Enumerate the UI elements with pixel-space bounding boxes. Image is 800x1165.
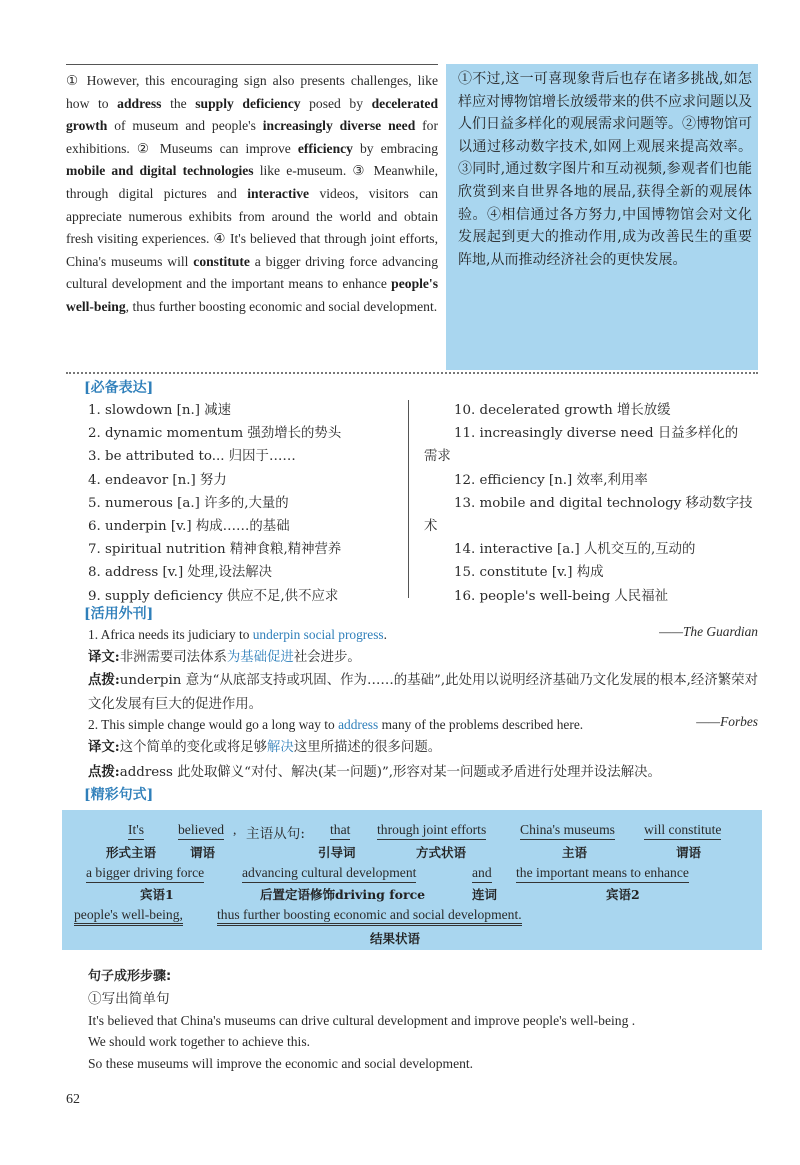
keyword-interactive: interactive xyxy=(247,185,310,201)
label-introducer: 引导词 xyxy=(318,845,356,860)
label-object-1: 宾语1 xyxy=(140,887,174,902)
english-passage: ① However, this encouraging sign also presents challenges, like how to address the supply deficiency posed by decelerated growth of museum and people's increasingly diverse need for exhibitions. ② Museums can improve efficiency by embracing mobile and digital technologies like e-museum. ③ Meanwhile, through digital pictures and interactive videos, visitors can appreciate numerous exhibits from around the world and obtain fresh visiting experiences. ④ It's believed that through joint efforts, China's museums will constitute a bigger driving force advancing cultural development and the important means to enhance people's well-being, thus further boosting economic and social development. xyxy=(66,73,439,314)
word-comma: , xyxy=(233,822,237,837)
label-predicate-1: 谓语 xyxy=(190,845,216,860)
label-predicate-2: 谓语 xyxy=(676,845,702,860)
vocab-item: 13. mobile and digital technology 移动数字技 xyxy=(454,495,753,511)
steps-heading: 句子成形步骤: xyxy=(88,969,172,984)
word-advancing: advancing cultural development xyxy=(242,865,416,883)
keyword-diverse-need: increasingly diverse need xyxy=(262,118,416,134)
note-2: 点拨:address 此处取僻义“对付、解决(某一问题)”,形容对某一问题或矛盾进行处理并设法解决。 xyxy=(88,764,661,780)
label-subject-clause: 主语从句: xyxy=(246,826,305,842)
word-that: that xyxy=(330,822,350,840)
keyword-decelerated-growth: decelerated growth xyxy=(66,95,439,134)
vocab-item: 16. people's well-being 人民福祉 xyxy=(454,588,668,604)
vocab-right-column xyxy=(424,399,752,608)
example-sentence-1: 1. Africa needs its judiciary to underpin social progress. xyxy=(88,627,387,642)
word-joint-efforts: through joint efforts xyxy=(377,822,486,840)
vocab-item: 15. constitute [v.] 构成 xyxy=(454,565,604,581)
word-will-constitute: will constitute xyxy=(644,822,721,840)
vocab-item: 8. address [v.] 处理,设法解决 xyxy=(88,565,273,581)
vocab-heading: [必备表达] xyxy=(84,380,154,396)
keyword-mobile-digital: mobile and digital technologies xyxy=(66,163,254,179)
example-highlight: underpin social progress xyxy=(252,627,384,642)
page-number: 62 xyxy=(66,1092,80,1107)
word-its: It's xyxy=(128,822,144,840)
keyword-efficiency: efficiency xyxy=(297,140,353,156)
vocab-item: 3. be attributed to... 归因于…… xyxy=(88,449,296,465)
vocab-item-continued: 需求 xyxy=(424,449,451,465)
chinese-translation: ①不过,这一可喜现象背后也存在诸多挑战,如怎样应对博物馆增长放缓带来的供不应求问题以及人们日益多样化的观展需求问题等。②博物馆可以通过移动数字技术,如网上观展来提高效率。③同时,通过数字图片和互动视频,参观者们也能欣赏到来自世界各地的展品,获得全新的观展体验。④相信通过各方努力,中国博物馆会对文化发展起到更大的推动作用,成为改善民生的重要阵地,从而推动经济社会的更快发展。 xyxy=(458,71,752,268)
vocab-item: 4. endeavor [n.] 努力 xyxy=(88,472,227,488)
word-bigger-force: a bigger driving force xyxy=(86,865,204,883)
vocab-item: 10. decelerated growth 增长放缓 xyxy=(454,403,671,418)
vocab-item: 6. underpin [v.] 构成……的基础 xyxy=(88,519,290,535)
word-wellbeing: people's well-being, xyxy=(74,907,183,926)
note-1: 点拨:underpin 意为“从底部支持或巩固、作为……的基础”,此处用以说明经济基础乃文化发展的根本,经济繁荣对文化发展有巨大的促进作用。 xyxy=(88,672,758,712)
label-subject: 主语 xyxy=(562,845,588,860)
step-sentence-2: We should work together to achieve this. xyxy=(88,1034,311,1049)
label-formal-subject: 形式主语 xyxy=(106,845,157,860)
word-and: and xyxy=(472,865,492,883)
example-sentence-2: 2. This simple change would go a long way to address many of the problems described here. xyxy=(88,717,584,732)
keyword-address: address xyxy=(117,95,162,111)
vocab-item: 5. numerous [a.] 许多的,大量的 xyxy=(88,495,289,511)
pattern-heading: [精彩句式] xyxy=(84,787,154,803)
vocab-item: 1. slowdown [n.] 减速 xyxy=(88,403,232,418)
word-believed: believed xyxy=(178,822,224,840)
keyword-wellbeing: people's well-being xyxy=(66,276,438,314)
translation-1: 译文:非洲需要司法体系为基础促进社会进步。 xyxy=(88,649,361,665)
journal-heading: [活用外刊] xyxy=(84,606,154,622)
label-post-modifier: 后置定语修饰driving force xyxy=(260,887,426,902)
label-conjunction: 连词 xyxy=(472,887,498,902)
keyword-constitute: constitute xyxy=(193,253,250,269)
vocab-item: 9. supply deficiency 供应不足,供不应求 xyxy=(88,588,339,604)
vocab-item: 11. increasingly diverse need 日益多样化的 xyxy=(454,426,739,442)
vocab-item-continued: 术 xyxy=(424,519,438,535)
example-source-2: ——Forbes xyxy=(696,714,758,729)
dotted-divider xyxy=(66,372,758,374)
step-1-label: ①写出简单句 xyxy=(88,991,170,1007)
translation-2: 译文:这个简单的变化或将足够解决这里所描述的很多问题。 xyxy=(88,739,442,755)
step-sentence-3: So these museums will improve the economic and social development. xyxy=(88,1056,474,1071)
example-highlight: address xyxy=(338,717,379,732)
top-rule xyxy=(66,64,438,65)
column-divider xyxy=(408,400,409,598)
label-result-adverbial: 结果状语 xyxy=(370,931,421,946)
vocab-item: 12. efficiency [n.] 效率,利用率 xyxy=(454,472,648,488)
vocab-item: 14. interactive [a.] 人机交互的,互动的 xyxy=(454,542,696,558)
vocab-left-column xyxy=(88,399,341,608)
sentence-pattern-box xyxy=(62,810,762,950)
keyword-supply-deficiency: supply deficiency xyxy=(195,95,301,111)
label-object-2: 宾语2 xyxy=(606,887,640,902)
step-sentence-1: It's believed that China's museums can drive cultural development and improve people's well-being . xyxy=(88,1013,636,1028)
label-manner-adverbial: 方式状语 xyxy=(416,845,467,860)
example-source-1: ——The Guardian xyxy=(659,624,758,639)
word-important-means: the important means to enhance xyxy=(516,865,689,883)
word-thus-boosting: thus further boosting economic and social development. xyxy=(217,907,522,926)
chinese-translation-box xyxy=(446,64,758,370)
vocab-item: 7. spiritual nutrition 精神食粮,精神营养 xyxy=(88,542,342,558)
word-china-museums: China's museums xyxy=(520,822,615,840)
vocab-item: 2. dynamic momentum 强劲增长的势头 xyxy=(88,426,342,442)
